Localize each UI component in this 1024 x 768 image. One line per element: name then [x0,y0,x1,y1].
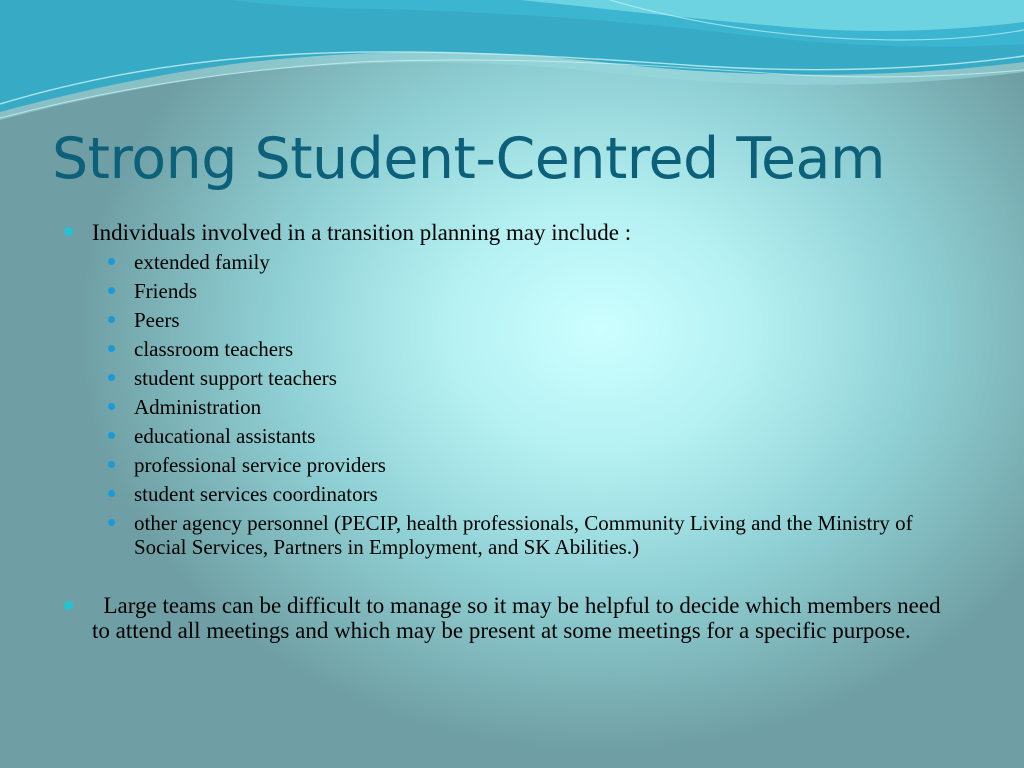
sub-bullet-marker [108,461,115,468]
sub-bullet-marker [108,345,115,352]
sub-item-professional-service-providers: professional service providers [134,453,386,477]
sub-item-administration: Administration [134,395,262,419]
sub-item-other-agency-personnel: other agency personnel (PECIP, health professionals, Community Living and the Ministry of Social Services, Partners in Employment, and SK Abilities.) [134,511,913,559]
sub-item-classroom-teachers: classroom teachers [134,337,294,361]
sub-bullet-marker [108,519,115,526]
sub-bullet-marker [108,432,115,439]
sub-bullet-marker [108,258,115,265]
bullet-marker [64,227,73,236]
sub-bullet-marker [108,490,115,497]
sub-item-extended-family: extended family [134,250,270,274]
sub-item-educational-assistants: educational assistants [134,424,316,448]
sub-item-student-support-teachers: student support teachers [134,366,337,390]
sub-bullet-marker [108,403,115,410]
sub-bullet-marker [108,374,115,381]
sub-item-peers: Peers [134,308,180,332]
sub-item-student-services-coordinators: student services coordinators [134,482,378,506]
bullet-marker [64,601,73,610]
slide-title: Strong Student-Centred Team [52,126,886,192]
sub-bullet-marker [108,287,115,294]
bullet-individuals: Individuals involved in a transition planning may include : [92,220,632,245]
sub-bullet-marker [108,316,115,323]
sub-item-friends: Friends [134,279,197,303]
bullet-large-teams: Large teams can be difficult to manage so it may be helpful to decide which members need to attend all meetings and which may be present at some meetings for a specific purpose. [92,593,947,643]
